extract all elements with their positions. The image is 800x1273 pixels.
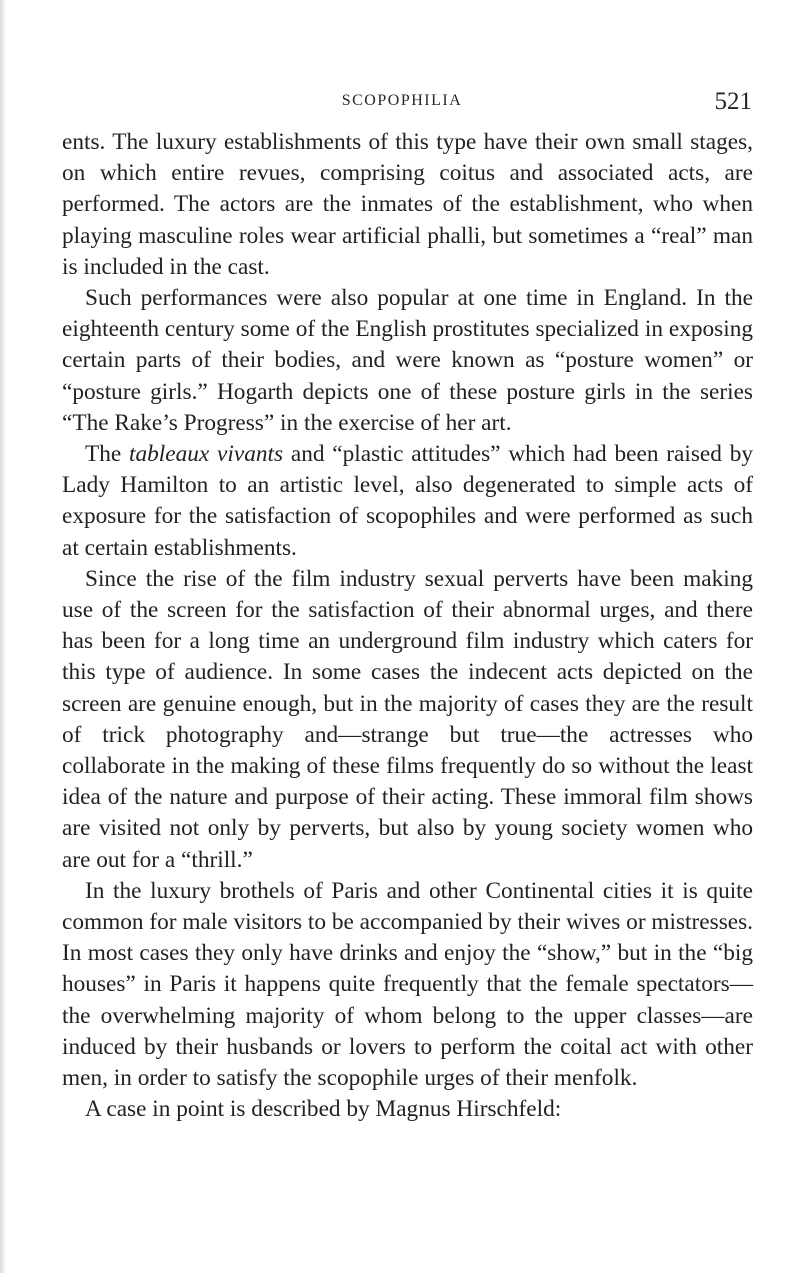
paragraph — [62, 564, 753, 876]
paragraph-text: and “plastic attitudes” which had been raised by Lady Hamilton to an artistic level, also degenerated to simple acts of exposure for the satisfaction of scopophiles and were performed as such at certain establishments. — [62, 441, 753, 561]
paragraph-text: In the luxury brothels of Paris and other Continental cities it is quite common for male visitors to be accompanied by their wives or mistresses. In most cases they only have drinks and enjoy the “show,” but in the “big houses” in Paris it happens quite frequently that the female spectators—the overwhelming majority of whom belong to the upper classes—are induced by their husbands or lovers to perform the coital act with other men, in order to satisfy the scopophile urges of their menfolk. — [62, 877, 753, 1092]
paragraph-text: A case in point is described by Magnus Hirschfeld: — [85, 1096, 562, 1123]
paragraph-text: The — [85, 441, 130, 468]
running-head — [50, 86, 754, 116]
paragraph — [62, 1094, 753, 1125]
page-number: 521 — [714, 88, 752, 115]
paragraph-text: Such performances were also popular at one time in England. In the eighteenth century some of the English prostitutes specialized in exposing certain parts of their bodies, and were known as “posture women” or “posture girls.” Hogarth depicts one of these posture girls in the series “The Rake’s Progress” in the exercise of her art. — [62, 285, 753, 436]
running-head-title: SCOPOPHILIA — [341, 92, 463, 109]
body-text — [62, 127, 753, 1126]
paragraph — [62, 439, 753, 564]
paragraph — [62, 283, 753, 439]
paragraph — [62, 127, 753, 283]
italic-phrase: tableaux vivants — [129, 441, 284, 468]
paragraph-text: Since the rise of the film industry sexual perverts have been making use of the screen for the satisfaction of their abnormal urges, and there has been for a long time an underground film industry which caters for this type of audience. In some cases the indecent acts depicted on the screen are genuine enough, but in the majority of cases they are the result of trick photography and—strange but true—the actresses who collaborate in the making of these films frequently do so without the least idea of the nature and purpose of their acting. These immoral film shows are visited not only by perverts, but also by young society women who are out for a “thrill.” — [62, 565, 753, 873]
paragraph — [62, 876, 753, 1094]
page-edge-shadow — [0, 0, 6, 1273]
paragraph-text: ents. The luxury establishments of this type have their own small stages, on which entire revues, comprising coitus and associated acts, are performed. The actors are the inmates of the establishment, who when playing masculine roles wear artificial phalli, but sometimes a “real” man is included in the cast. — [62, 129, 753, 280]
